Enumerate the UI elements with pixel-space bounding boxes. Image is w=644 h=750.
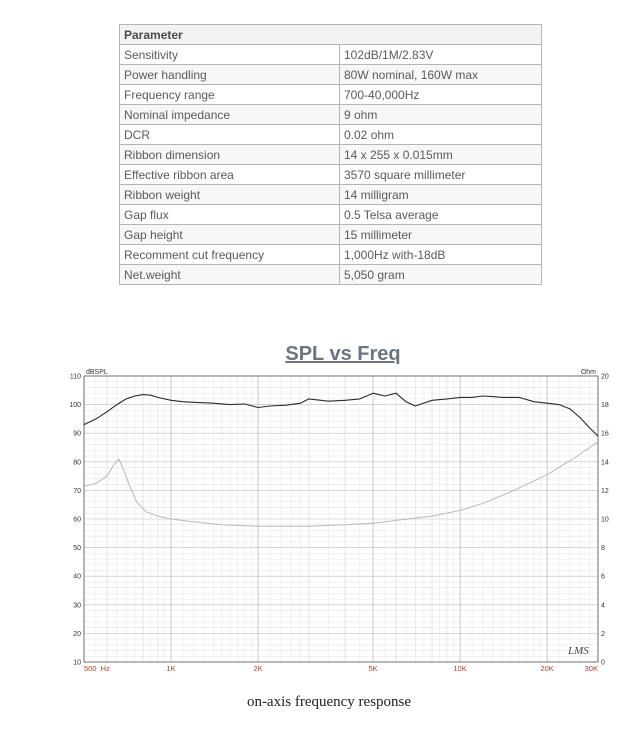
y2-tick-label: 14 <box>601 459 609 467</box>
spec-table <box>119 24 542 285</box>
spec-param-value: 14 x 255 x 0.015mm <box>340 145 542 165</box>
spec-header-row <box>120 25 542 45</box>
spec-param-value: 9 ohm <box>340 105 542 125</box>
y2-tick-label: 18 <box>601 402 609 410</box>
spec-param-value: 15 millimeter <box>340 225 542 245</box>
spec-param-name: Ribbon weight <box>120 185 340 205</box>
y-tick-label: 80 <box>73 459 81 467</box>
spec-param-name: Effective ribbon area <box>120 165 340 185</box>
spec-param-value: 80W nominal, 160W max <box>340 65 542 85</box>
spl-chart <box>0 360 644 690</box>
spec-row <box>120 245 542 265</box>
x-tick-label: 30K <box>584 664 598 673</box>
y-tick-label: 20 <box>73 630 81 638</box>
spec-row <box>120 125 542 145</box>
spec-header: Parameter <box>120 25 542 45</box>
y2-tick-label: 4 <box>601 602 605 610</box>
x-tick-label: 10K <box>453 664 467 673</box>
spec-row <box>120 185 542 205</box>
spec-row <box>120 45 542 65</box>
spec-row <box>120 225 542 245</box>
x-tick-label: 1K <box>166 664 176 673</box>
y2-tick-label: 10 <box>601 516 609 524</box>
spec-param-value: 1,000Hz with-18dB <box>340 245 542 265</box>
spec-row <box>120 105 542 125</box>
y-tick-label: 70 <box>73 487 81 495</box>
y2-tick-label: 0 <box>601 659 605 667</box>
spec-param-name: Sensitivity <box>120 45 340 65</box>
y-tick-label: 100 <box>69 402 81 410</box>
spec-param-value: 5,050 gram <box>340 265 542 285</box>
spec-row <box>120 165 542 185</box>
y-tick-label: 110 <box>69 373 81 381</box>
y2-tick-label: 20 <box>601 373 609 381</box>
y-tick-label: 30 <box>73 602 81 610</box>
y-tick-label: 40 <box>73 573 81 581</box>
spec-param-name: Recomment cut frequency <box>120 245 340 265</box>
x-tick-label: 500 Hz <box>84 664 110 673</box>
spec-param-name: Frequency range <box>120 85 340 105</box>
spec-param-name: Nominal impedance <box>120 105 340 125</box>
figure-caption: on-axis frequency response <box>246 694 412 710</box>
spec-param-name: Power handling <box>120 65 340 85</box>
spec-row <box>120 205 542 225</box>
spec-param-name: DCR <box>120 125 340 145</box>
chart-title: SPL vs Freq <box>285 343 401 365</box>
y2-axis-label: Ohm <box>580 369 596 376</box>
spec-param-value: 3570 square millimeter <box>340 165 542 185</box>
spec-param-value: 0.02 ohm <box>340 125 542 145</box>
y2-tick-label: 12 <box>601 487 609 495</box>
spec-param-value: 14 milligram <box>340 185 542 205</box>
spec-param-name: Gap height <box>120 225 340 245</box>
spec-row <box>120 145 542 165</box>
y2-tick-label: 6 <box>601 573 605 581</box>
spec-row <box>120 65 542 85</box>
spec-param-value: 700-40,000Hz <box>340 85 542 105</box>
x-tick-label: 20K <box>540 664 554 673</box>
spec-param-name: Net.weight <box>120 265 340 285</box>
y-tick-label: 50 <box>73 545 81 553</box>
spec-row <box>120 265 542 285</box>
y2-tick-label: 16 <box>601 430 609 438</box>
y2-tick-label: 2 <box>601 630 605 638</box>
y-tick-label: 90 <box>73 430 81 438</box>
y2-tick-label: 8 <box>601 545 605 553</box>
spec-param-name: Gap flux <box>120 205 340 225</box>
spec-param-value: 0.5 Telsa average <box>340 205 542 225</box>
x-tick-label: 5K <box>368 664 378 673</box>
x-tick-label: 2K <box>253 664 263 673</box>
y-tick-label: 60 <box>73 516 81 524</box>
lms-watermark: LMS <box>568 645 589 657</box>
spec-param-name: Ribbon dimension <box>120 145 340 165</box>
y-tick-label: 10 <box>73 659 81 667</box>
y-axis-label: dBSPL <box>86 369 108 376</box>
spec-param-value: 102dB/1M/2.83V <box>340 45 542 65</box>
spec-row <box>120 85 542 105</box>
